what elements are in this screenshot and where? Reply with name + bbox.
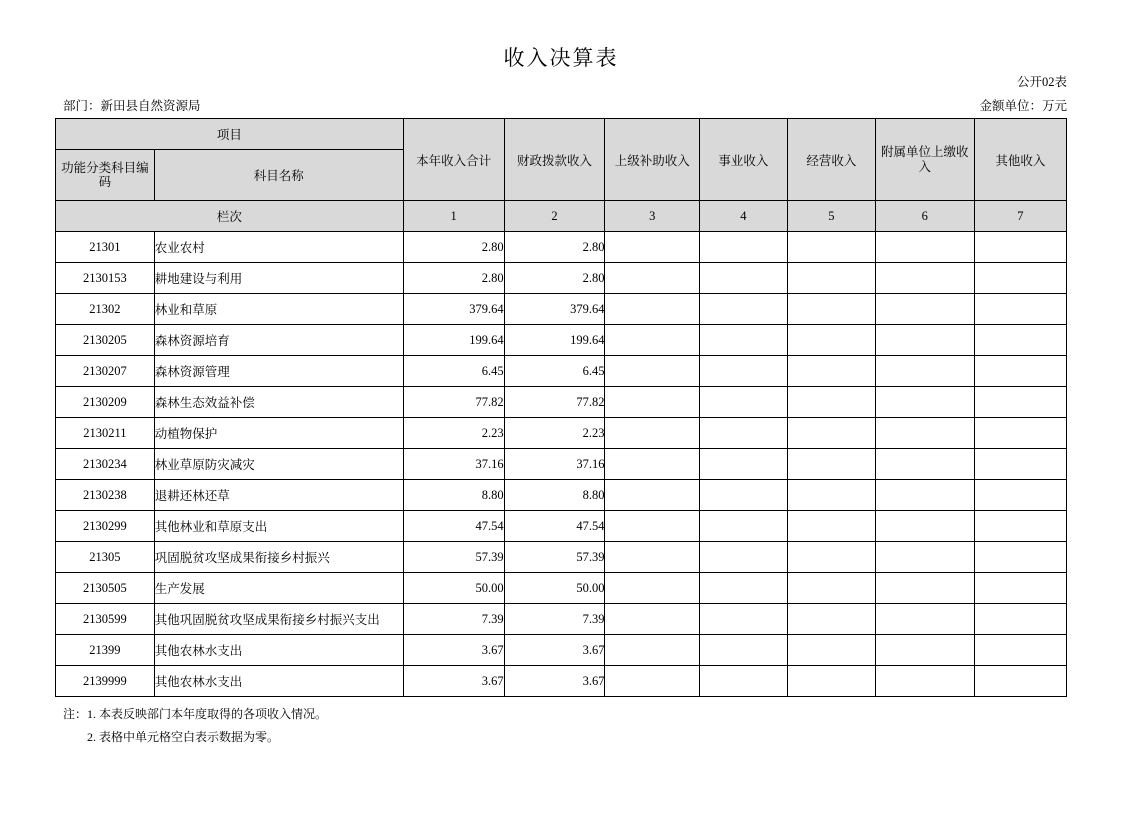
income-final-accounts-table (55, 118, 1067, 697)
cell-subordinate-remittance (875, 542, 974, 573)
cell-superior-subsidy (605, 356, 699, 387)
cell-function-code: 2130207 (56, 356, 155, 387)
form-number: 公开02表 (1016, 75, 1067, 89)
cell-other-income (974, 511, 1066, 542)
cell-operating-income (787, 604, 875, 635)
cell-other-income (974, 666, 1066, 697)
cell-other-income (974, 449, 1066, 480)
table-notes (55, 703, 1067, 749)
cell-operating-income (787, 387, 875, 418)
cell-subject-name: 其他林业和草原支出 (154, 511, 403, 542)
cell-fiscal-appropriation: 50.00 (504, 573, 605, 604)
table-row (56, 232, 1067, 263)
cell-operating-income (787, 294, 875, 325)
note-line-1: 注：1. 本表反映部门本年度取得的各项收入情况。 (63, 707, 328, 721)
cell-function-code: 2130205 (56, 325, 155, 356)
cell-subject-name: 其他农林水支出 (154, 666, 403, 697)
cell-subordinate-remittance (875, 511, 974, 542)
cell-function-code: 21301 (56, 232, 155, 263)
cell-total-income: 57.39 (403, 542, 504, 573)
cell-total-income: 7.39 (403, 604, 504, 635)
header-institution-income: 事业收入 (699, 119, 787, 201)
cell-subordinate-remittance (875, 666, 974, 697)
cell-institution-income (699, 325, 787, 356)
cell-fiscal-appropriation: 7.39 (504, 604, 605, 635)
table-column-number-row (56, 201, 1067, 232)
cell-operating-income (787, 542, 875, 573)
cell-institution-income (699, 356, 787, 387)
form-number-row (55, 72, 1067, 90)
note-line-2: 2. 表格中单元格空白表示数据为零。 (87, 729, 280, 744)
header-operating-income: 经营收入 (787, 119, 875, 201)
cell-superior-subsidy (605, 263, 699, 294)
cell-subject-name: 森林资源培育 (154, 325, 403, 356)
cell-superior-subsidy (605, 294, 699, 325)
cell-other-income (974, 480, 1066, 511)
cell-total-income: 6.45 (403, 356, 504, 387)
cell-operating-income (787, 232, 875, 263)
cell-superior-subsidy (605, 449, 699, 480)
cell-other-income (974, 294, 1066, 325)
cell-institution-income (699, 263, 787, 294)
header-fiscal-appropriation: 财政拨款收入 (504, 119, 605, 201)
cell-institution-income (699, 418, 787, 449)
cell-subordinate-remittance (875, 387, 974, 418)
header-group-item: 项目 (56, 119, 404, 150)
cell-subject-name: 农业农村 (154, 232, 403, 263)
cell-fiscal-appropriation: 77.82 (504, 387, 605, 418)
cell-total-income: 77.82 (403, 387, 504, 418)
cell-fiscal-appropriation: 2.80 (504, 263, 605, 294)
cell-subject-name: 其他巩固脱贫攻坚成果衔接乡村振兴支出 (154, 604, 403, 635)
cell-other-income (974, 542, 1066, 573)
cell-superior-subsidy (605, 232, 699, 263)
cell-operating-income (787, 666, 875, 697)
cell-subject-name: 林业和草原 (154, 294, 403, 325)
cell-subject-name: 森林生态效益补偿 (154, 387, 403, 418)
cell-institution-income (699, 604, 787, 635)
cell-institution-income (699, 480, 787, 511)
cell-other-income (974, 263, 1066, 294)
cell-function-code: 2130234 (56, 449, 155, 480)
cell-superior-subsidy (605, 542, 699, 573)
cell-institution-income (699, 573, 787, 604)
cell-fiscal-appropriation: 2.80 (504, 232, 605, 263)
cell-other-income (974, 356, 1066, 387)
cell-subordinate-remittance (875, 480, 974, 511)
page-title: 收入决算表 (503, 47, 619, 70)
cell-fiscal-appropriation: 47.54 (504, 511, 605, 542)
cell-operating-income (787, 635, 875, 666)
cell-subject-name: 森林资源管理 (154, 356, 403, 387)
cell-superior-subsidy (605, 511, 699, 542)
table-row (56, 604, 1067, 635)
cell-subordinate-remittance (875, 232, 974, 263)
cell-subject-name: 动植物保护 (154, 418, 403, 449)
cell-function-code: 2139999 (56, 666, 155, 697)
cell-fiscal-appropriation: 3.67 (504, 666, 605, 697)
cell-other-income (974, 232, 1066, 263)
cell-subject-name: 巩固脱贫攻坚成果衔接乡村振兴 (154, 542, 403, 573)
cell-superior-subsidy (605, 666, 699, 697)
table-row (56, 263, 1067, 294)
cell-subject-name: 林业草原防灾减灾 (154, 449, 403, 480)
document-page (0, 42, 1122, 835)
cell-fiscal-appropriation: 3.67 (504, 635, 605, 666)
colnum-6: 6 (875, 201, 974, 232)
cell-operating-income (787, 418, 875, 449)
cell-fiscal-appropriation: 199.64 (504, 325, 605, 356)
cell-other-income (974, 325, 1066, 356)
amount-unit-label: 金额单位：万元 (979, 99, 1067, 113)
cell-operating-income (787, 449, 875, 480)
cell-operating-income (787, 480, 875, 511)
cell-institution-income (699, 635, 787, 666)
cell-total-income: 2.23 (403, 418, 504, 449)
colnum-5: 5 (787, 201, 875, 232)
header-function-code: 功能分类科目编码 (56, 150, 155, 201)
table-row (56, 449, 1067, 480)
cell-subordinate-remittance (875, 604, 974, 635)
cell-superior-subsidy (605, 573, 699, 604)
cell-superior-subsidy (605, 480, 699, 511)
cell-subordinate-remittance (875, 635, 974, 666)
cell-other-income (974, 635, 1066, 666)
header-superior-subsidy: 上级补助收入 (605, 119, 699, 201)
cell-subject-name: 其他农林水支出 (154, 635, 403, 666)
cell-subordinate-remittance (875, 294, 974, 325)
cell-total-income: 37.16 (403, 449, 504, 480)
cell-total-income: 50.00 (403, 573, 504, 604)
cell-operating-income (787, 511, 875, 542)
table-row (56, 294, 1067, 325)
meta-row (55, 96, 1067, 114)
header-other-income: 其他收入 (974, 119, 1066, 201)
cell-total-income: 3.67 (403, 635, 504, 666)
header-total-income: 本年收入合计 (403, 119, 504, 201)
table-row (56, 356, 1067, 387)
cell-total-income: 47.54 (403, 511, 504, 542)
cell-subject-name: 生产发展 (154, 573, 403, 604)
cell-superior-subsidy (605, 387, 699, 418)
cell-institution-income (699, 511, 787, 542)
cell-function-code: 21399 (56, 635, 155, 666)
cell-superior-subsidy (605, 418, 699, 449)
cell-total-income: 2.80 (403, 232, 504, 263)
table-row (56, 325, 1067, 356)
colnum-7: 7 (974, 201, 1066, 232)
table-row (56, 542, 1067, 573)
table-row (56, 666, 1067, 697)
table-row (56, 480, 1067, 511)
cell-fiscal-appropriation: 379.64 (504, 294, 605, 325)
cell-institution-income (699, 666, 787, 697)
row-label-column-number: 栏次 (56, 201, 404, 232)
cell-function-code: 21302 (56, 294, 155, 325)
cell-function-code: 2130153 (56, 263, 155, 294)
cell-superior-subsidy (605, 325, 699, 356)
header-subject-name: 科目名称 (154, 150, 403, 201)
cell-institution-income (699, 294, 787, 325)
colnum-2: 2 (504, 201, 605, 232)
cell-subordinate-remittance (875, 356, 974, 387)
cell-operating-income (787, 263, 875, 294)
cell-operating-income (787, 356, 875, 387)
cell-operating-income (787, 573, 875, 604)
cell-other-income (974, 573, 1066, 604)
table-header-group-row (56, 119, 1067, 150)
table-body (56, 232, 1067, 697)
cell-total-income: 379.64 (403, 294, 504, 325)
cell-function-code: 2130505 (56, 573, 155, 604)
cell-function-code: 2130299 (56, 511, 155, 542)
cell-subject-name: 退耕还林还草 (154, 480, 403, 511)
cell-superior-subsidy (605, 635, 699, 666)
cell-total-income: 3.67 (403, 666, 504, 697)
header-subordinate-remittance: 附属单位上缴收入 (875, 119, 974, 201)
cell-other-income (974, 387, 1066, 418)
table-row (56, 573, 1067, 604)
table-row (56, 635, 1067, 666)
colnum-1: 1 (403, 201, 504, 232)
cell-subordinate-remittance (875, 263, 974, 294)
cell-subordinate-remittance (875, 418, 974, 449)
cell-function-code: 21305 (56, 542, 155, 573)
cell-total-income: 2.80 (403, 263, 504, 294)
cell-function-code: 2130211 (56, 418, 155, 449)
cell-operating-income (787, 325, 875, 356)
cell-fiscal-appropriation: 57.39 (504, 542, 605, 573)
table-row (56, 511, 1067, 542)
cell-function-code: 2130238 (56, 480, 155, 511)
cell-fiscal-appropriation: 6.45 (504, 356, 605, 387)
cell-function-code: 2130209 (56, 387, 155, 418)
cell-institution-income (699, 542, 787, 573)
cell-subject-name: 耕地建设与利用 (154, 263, 403, 294)
colnum-3: 3 (605, 201, 699, 232)
colnum-4: 4 (699, 201, 787, 232)
cell-other-income (974, 604, 1066, 635)
cell-institution-income (699, 232, 787, 263)
cell-institution-income (699, 449, 787, 480)
cell-function-code: 2130599 (56, 604, 155, 635)
cell-superior-subsidy (605, 604, 699, 635)
cell-fiscal-appropriation: 37.16 (504, 449, 605, 480)
cell-total-income: 199.64 (403, 325, 504, 356)
table-row (56, 387, 1067, 418)
department-label: 部门：新田县自然资源局 (63, 99, 201, 113)
cell-total-income: 8.80 (403, 480, 504, 511)
table-row (56, 418, 1067, 449)
cell-fiscal-appropriation: 2.23 (504, 418, 605, 449)
cell-other-income (974, 418, 1066, 449)
cell-institution-income (699, 387, 787, 418)
cell-subordinate-remittance (875, 573, 974, 604)
cell-subordinate-remittance (875, 449, 974, 480)
cell-subordinate-remittance (875, 325, 974, 356)
cell-fiscal-appropriation: 8.80 (504, 480, 605, 511)
